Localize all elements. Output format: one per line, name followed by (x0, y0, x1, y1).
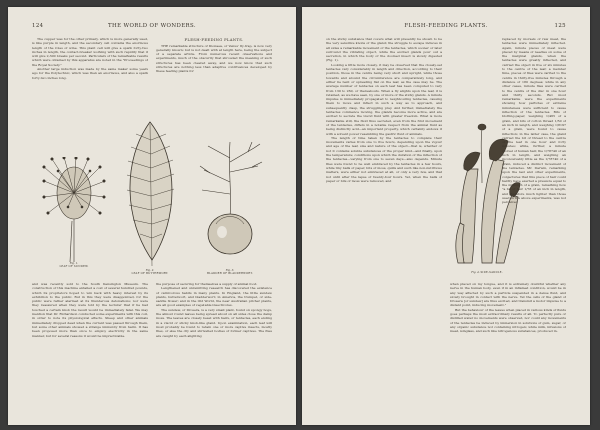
column-2-top (156, 37, 272, 117)
right-page (302, 7, 590, 425)
paragraph: replaced by morsels of raw meat, the tentacles were immediately inflected. Again, minute pieces of meat were placed by means of needles on some of the marginal glands, when the tentacles were greatly inflected, and carried the object in five or six minutes to the centre of the leaf; a member time, pieces of flies were carried to the centre in thirty-five minutes through a distance of 180 degrees; while in any other cases, minute flies were carried to the centre of the disc in one hour and thirty seconds. But most remarkable were the experiments showing how particles of extreme minuteness were sufficient to cause inflection of the tentacles. Bits of blotting-paper, weighing 1/465 of a grain, and bits of cotton thread 1/50 of an inch in length, and weighing 1/8197 of a grain, were found to cause inflection; in the latter case, the gland carried the bit of thread to the centre of the leaf in one hour and forty minutes; while, further, a minute morsel of human hair, the 1/78740 of an inch in length, and weighing an inconceivably little as the 1/78740 of a grain, induced a distinct movement of the tentacles. Mr. Darwin, remarking upon the last and other experiments, conjectures that this piece of hair could hardly have exerted a pressure equal to the millionth of a grain, remarking how "a bit of hair 1/78 of an inch in length, and therefore much lighter than those used in the above experiments, was not perceived (502, 37, 566, 205)
page-number: 124 (32, 23, 44, 29)
column-1-top (32, 37, 148, 117)
figure-caption: Fig. 3. BLADDER OF BLADDERWORT. (206, 269, 253, 276)
left-page (8, 7, 296, 425)
column-2-bottom (450, 282, 566, 412)
page-number: 125 (554, 23, 566, 29)
paragraph: The cupper was for the other primary, which is more generally used, is like purple in length, and the secondary cell contains the enormous length of the roles of wine. This plant cell will give a spark forty-two inches in length, the contact-breaker working with such rapidity that it will give 2,300 breaks per second. Particulars of the remarkable results which were obtained by this apparatus are noted in the "Proceedings of the Royal Society." (32, 37, 148, 67)
paragraph: The length of time taken by the tentacles to complete their movements varies from one to five hours, depending upon the vigour and age of the leaf, size and nature of the object—that is, whether or not it contains soluble substances of the proper kind—and finally, upon the temperature; conditions upon which the duration of the inflection of the tentacles—varying from one to seven days—also depends. Minute flies were found to be well embraced by the tentacles in a few hours, while tiny balls of paper, bits of moss, quills and such like non-nutritious matters, were either not embraced at all, or only a very few, and that not until after the lapse of twenty-four hours. Yet, when the balls of paper or bits of moss were removed, and (326, 135, 442, 183)
column-2-top (502, 37, 566, 274)
column-2-bottom (156, 282, 272, 412)
column-1-bottom (32, 282, 148, 412)
bladderwort-illustration (194, 142, 264, 262)
paragraph: THE remarkable structure of Dionaea, or Venus' fly-trap, is now very generally known; but is not dealt with at length here, being the subject of a separate article. From numerous recent observations and experiments, much of the obscurity that shrouded the meaning of such structures has been cleared away, and we now know that such structures are nothing less than adaptive contrivances developed by these feeding plants for (156, 43, 272, 74)
section-heading: FLESH-FEEDING PLANTS. (184, 37, 244, 42)
running-head (326, 23, 566, 31)
paragraph: Lengthened and unremitting research has discovered the existence of carnivorous habits in many plants. In England, the little sundew plants, butterwort, and bladderwort; in America, the trumpet, or side-saddle flower; and in the Old World, the near Australian pitcher plants, are all good examples of vegetable insectivores. (156, 286, 272, 308)
running-title: THE WORLD OF WONDERS. (107, 23, 197, 29)
paragraph: and was recently sold to the South Kensington Museum. The construction of this machine entailed a cost of several hundred pounds, which its proprietors hoped to win back with heavy interest by its exhibition to the public. But in this they were disappointed, for the public were rather alarmed at its thunderous detonations; nor were they reassured when they were told by the lecturer that if he had touched a certain knob the result would be immediately fatal. We may mention that Dr. Richardson conducted some experiments with this coil, in order to note its physiological effects. Sheep and other animals immediately dropped dead when the current was passed through them, but some other animals showed a strange immunity from harm. It has been proposed more than once to employ electricity in the same manner, but for several reasons it would be impracticable. (32, 282, 148, 338)
paragraph: But the behaviour of the leaves when placed in various kinds of fluids goes perhaps the most extraordinary results of all. To perfectly pure or distilled water no movements were observed, nor could any movements of the tentacles be induced by immersion in solutions of gum, sugar, or any organic substance not containing nitrogen; while milk, infusions of meat, isinglass, and such like nitrogenous substances, produced in- (450, 307, 566, 334)
butterwort-leaf-illustration (120, 120, 180, 268)
figure-caption: Fig. 2. LEAF OF BUTTERWORT. (131, 269, 169, 276)
figure-caption: Fig. 4. SIDE-SADDLE. (471, 271, 503, 274)
column-1 (326, 37, 442, 413)
running-title: FLESH-FEEDING PLANTS. (404, 23, 488, 29)
paragraph: when placed on my tongue, and it is extremely doubtful whether any nerve in the human body, even if in an inflamed condition, would be in any way affected by such a particle suspended in a dense fluid, and slowly brought in contact with the nerve. Yet the cells of the gland of Drosera [or sundew] are thus excited, and transmit a motor impulse to a distant point, inducing movement." (450, 282, 566, 308)
running-head (32, 23, 272, 31)
sundew-illustration (42, 157, 106, 262)
paragraph: Looking a little more closely, it may be observed that the closely-set tentacles vary considerably in length and direction, according to their position, those in the centre being very short and upright, while those towards and around the circumference are comparatively long, and either lie bent or spreading flat on the leaf, as the case may be. The average number of tentacles on each leaf has been computed to vary from 130 to 260, or thereabouts. When a fly alights upon the leaf, it is retained, as we have seen, by one or more of the sticky glands. A minute impulse is immediately propagated to neighbouring tentacles, causing them to move and inflect in such a way as to approach, and subsequently clasp, the struggling prey. And further, immediately the tentacles commence moving, the glands become more active, and are excited to secrete the viscid fluid with greater freedom. What is more remarkable still, the fluid thus secreted, even from the first movement of the tentacles, differs in a notable respect from the animal fluid as being distinctly acid—an important property, which certainly endows it with a solvent power resembling the gastric fluid of animals. (326, 62, 442, 136)
paragraph: The sundew, or Drosera, is a very small plant, found on spongy bogs, the almost round leaves being spread about on all sides close the damp moss. The leaves are closely beset with hairs, or tentacles, each ending in a viscid or sticky knob-like gland. Upon examination, each leaf will most probably be found to retain one or more captive insects, mostly flies, or else the dry and shrivelled bodies of former captives. The flies are caught by each alighting (156, 307, 272, 338)
paragraph: the purpose of securing for themselves a supply of animal food. (156, 282, 258, 286)
figure-caption: Fig. 1. LEAF OF SUNDEW. (59, 262, 89, 269)
paragraph: Another large induction was made by the same maker some years ago for the Polytechnic, which was then an enormous, and also a spark forty-two inches long. (32, 67, 148, 80)
paragraph: on the sticky substance that covers what will presently be shown to be the very sensitive knobs of the gland; the struggle to escape induces in all sides a remarkable movement of the tentacles, which sooner or later surround the vibrating object, while the excited glands pour out a secretion, in which the body of the doomed insect is slowly digested (Fig. 1). (326, 37, 442, 63)
